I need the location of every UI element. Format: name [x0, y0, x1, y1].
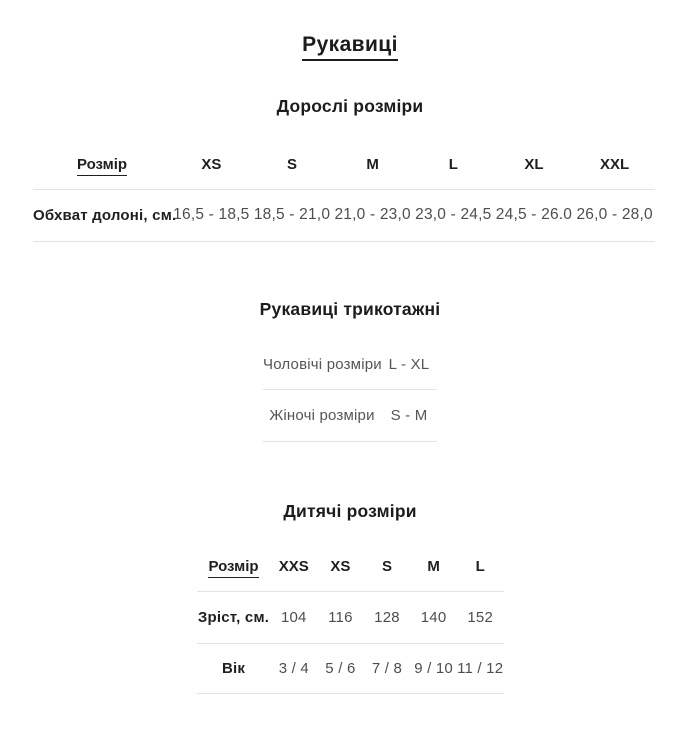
knitted-mens-value: L - XL — [381, 340, 437, 390]
children-header-size — [197, 542, 271, 591]
adult-value-xs: 16,5 - 18,5 — [171, 189, 252, 241]
adult-sizes-heading: Дорослі розміри — [276, 96, 424, 116]
adult-value-l: 23,0 - 24,5 — [413, 189, 494, 241]
adult-header-s: S — [252, 140, 333, 189]
adult-value-s: 18,5 - 21,0 — [252, 189, 333, 241]
adult-row-label: Обхват долоні, см. — [33, 189, 171, 241]
children-height-s: 128 — [364, 591, 411, 643]
children-header-l: L — [457, 542, 504, 591]
children-age-xs: 5 / 6 — [317, 643, 364, 693]
children-table-header-row — [197, 542, 504, 591]
children-age-m: 9 / 10 — [410, 643, 457, 693]
adult-table-header-row — [33, 140, 655, 189]
adult-sizes-table — [33, 140, 655, 242]
children-height-xs: 116 — [317, 591, 364, 643]
knitted-womens-row — [263, 390, 437, 442]
size-guide-page — [0, 32, 700, 694]
adult-value-xl: 24,5 - 26.0 — [494, 189, 575, 241]
knitted-gloves-section — [0, 299, 700, 443]
children-age-xxs: 3 / 4 — [271, 643, 318, 693]
children-sizes-heading: Дитячі розміри — [283, 501, 417, 521]
knitted-womens-value: S - M — [381, 390, 437, 442]
children-age-s: 7 / 8 — [364, 643, 411, 693]
children-height-label: Зріст, см. — [197, 591, 271, 643]
knitted-gloves-table — [263, 340, 437, 443]
children-height-l: 152 — [457, 591, 504, 643]
knitted-gloves-heading: Рукавиці трикотажні — [259, 298, 441, 319]
children-age-label: Вік — [197, 643, 271, 693]
children-header-xxs: XXS — [271, 542, 318, 591]
children-header-m: M — [410, 542, 457, 591]
children-header-size-text: Розмір — [208, 558, 258, 578]
children-age-l: 11 / 12 — [457, 643, 504, 693]
knitted-mens-label: Чоловічі розміри — [263, 340, 381, 390]
adult-header-xxl: XXL — [574, 140, 655, 189]
children-sizes-table — [197, 542, 504, 694]
children-height-xxs: 104 — [271, 591, 318, 643]
adult-header-xs: XS — [171, 140, 252, 189]
adult-value-xxl: 26,0 - 28,0 — [574, 189, 655, 241]
children-height-row — [197, 591, 504, 643]
page-title-text: Рукавиці — [302, 33, 398, 61]
adult-header-xl: XL — [494, 140, 575, 189]
adult-header-size-text: Розмір — [77, 156, 127, 176]
adult-header-size — [33, 140, 171, 189]
children-height-m: 140 — [410, 591, 457, 643]
children-header-xs: XS — [317, 542, 364, 591]
children-age-row — [197, 643, 504, 693]
adult-header-m: M — [332, 140, 413, 189]
children-header-s: S — [364, 542, 411, 591]
page-title — [0, 32, 700, 57]
adult-sizes-section — [0, 96, 700, 242]
children-sizes-section — [0, 501, 700, 694]
knitted-mens-row — [263, 340, 437, 390]
adult-value-m: 21,0 - 23,0 — [332, 189, 413, 241]
knitted-womens-label: Жіночі розміри — [263, 390, 381, 442]
adult-header-l: L — [413, 140, 494, 189]
adult-palm-girth-row — [33, 189, 655, 241]
